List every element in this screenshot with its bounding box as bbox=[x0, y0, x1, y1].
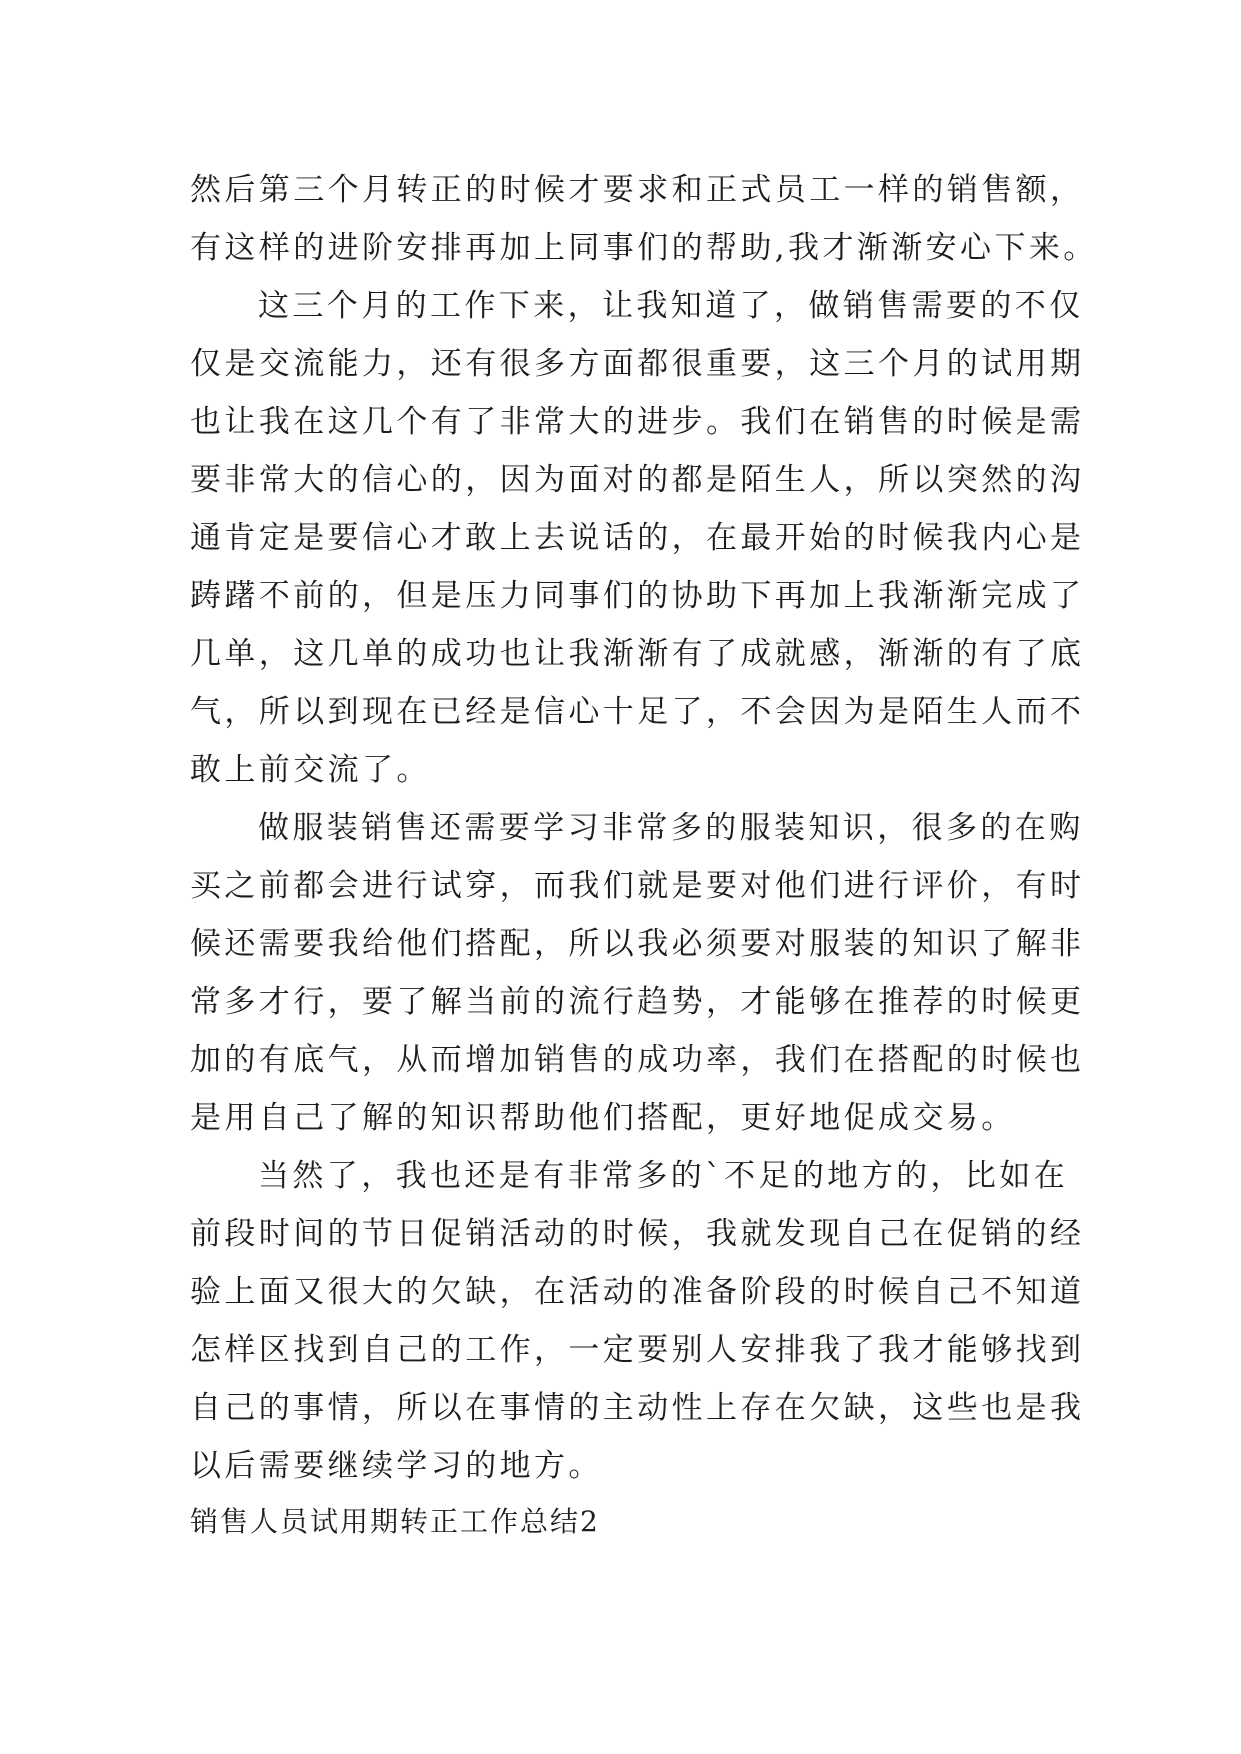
text-line: 买之前都会进行试穿，而我们就是要对他们进行评价，有时 bbox=[190, 868, 1085, 904]
text-line: 加的有底气，从而增加销售的成功率，我们在搭配的时候也 bbox=[190, 1042, 1085, 1078]
text-line: 是用自己了解的知识帮助他们搭配，更好地促成交易。 bbox=[190, 1100, 1016, 1136]
text-line: 怎样区找到自己的工作，一定要别人安排我了我才能够找到 bbox=[190, 1332, 1085, 1368]
text-line: 有这样的进阶安排再加上同事们的帮助,我才渐渐安心下来。 bbox=[190, 230, 1098, 266]
text-line: 候还需要我给他们搭配，所以我必须要对服装的知识了解非 bbox=[190, 926, 1085, 962]
text-line: 前段时间的节日促销活动的时候，我就发现自己在促销的经 bbox=[190, 1216, 1085, 1252]
paragraph-first-line: 当然了，我也还是有非常多的`不足的地方的，比如在 bbox=[258, 1158, 1069, 1194]
text-line: 气，所以到现在已经是信心十足了，不会因为是陌生人而不 bbox=[190, 694, 1085, 730]
text-line: 以后需要继续学习的地方。 bbox=[190, 1448, 603, 1484]
text-line: 验上面又很大的欠缺，在活动的准备阶段的时候自己不知道 bbox=[190, 1274, 1085, 1310]
text-line: 几单，这几单的成功也让我渐渐有了成就感，渐渐的有了底 bbox=[190, 636, 1085, 672]
text-line: 要非常大的信心的，因为面对的都是陌生人，所以突然的沟 bbox=[190, 462, 1085, 498]
text-line: 也让我在这几个有了非常大的进步。我们在销售的时候是需 bbox=[190, 404, 1085, 440]
paragraph-first-line: 这三个月的工作下来，让我知道了，做销售需要的不仅 bbox=[258, 288, 1084, 324]
text-line: 敢上前交流了。 bbox=[190, 752, 431, 788]
text-line: 常多才行，要了解当前的流行趋势，才能够在推荐的时候更 bbox=[190, 984, 1085, 1020]
text-line: 然后第三个月转正的时候才要求和正式员工一样的销售额， bbox=[190, 172, 1085, 208]
text-line: 自己的事情，所以在事情的主动性上存在欠缺，这些也是我 bbox=[190, 1390, 1085, 1426]
text-line: 踌躇不前的，但是压力同事们的协助下再加上我渐渐完成了 bbox=[190, 578, 1085, 614]
section-heading: 销售人员试用期转正工作总结2 bbox=[190, 1505, 600, 1538]
text-line: 通肯定是要信心才敢上去说话的，在最开始的时候我内心是 bbox=[190, 520, 1085, 556]
paragraph-first-line: 做服装销售还需要学习非常多的服装知识，很多的在购 bbox=[258, 810, 1084, 846]
text-line: 仅是交流能力，还有很多方面都很重要，这三个月的试用期 bbox=[190, 346, 1085, 382]
